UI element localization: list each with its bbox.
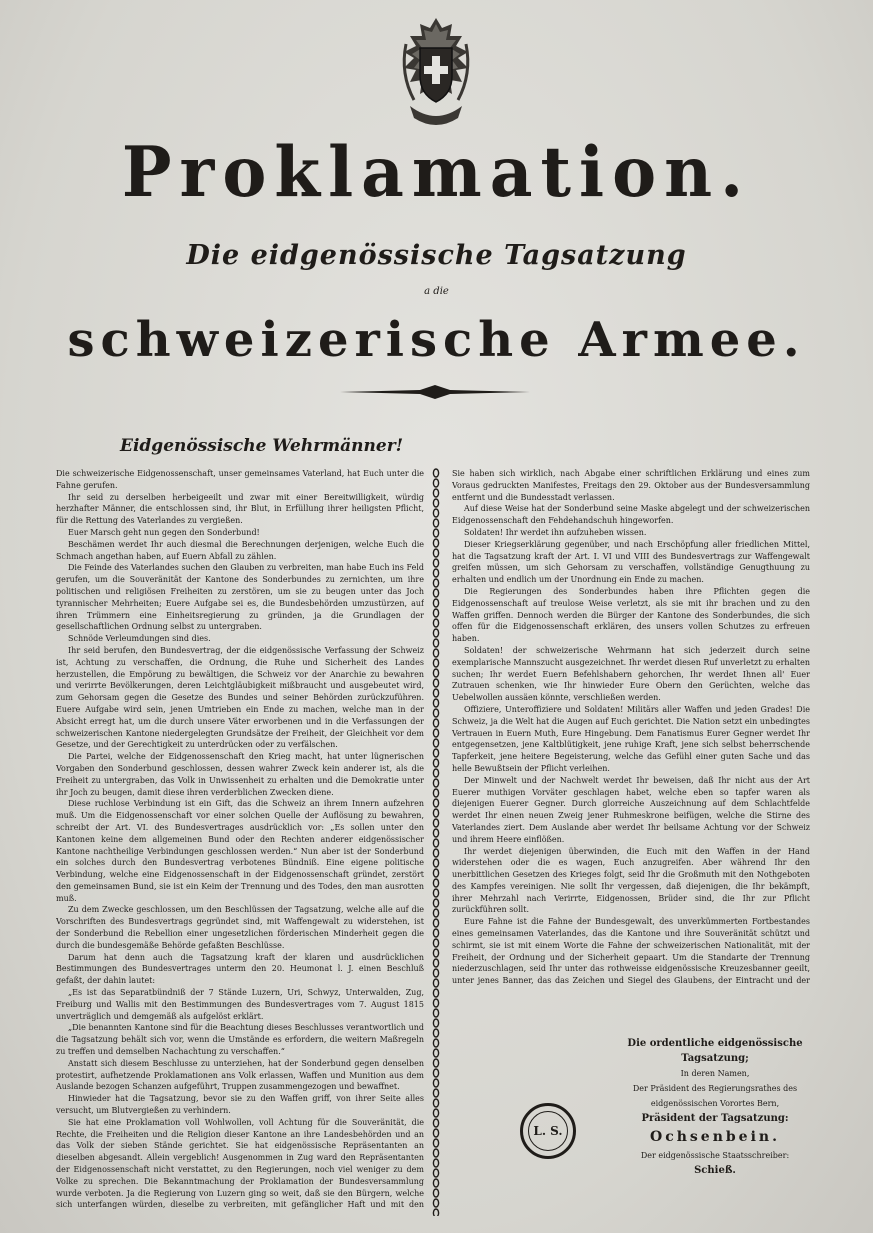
paragraph: Sie haben sich wirklich, nach Abgabe einer schriftlichen Erklärung und eines zum Voraus gedruckten Manifestes, Freitags den 29. Oktober aus der Bundesversammlung entfernt und die Bundesstadt verlassen. [452,469,810,502]
paragraph: Diese ruchlose Verbindung ist ein Gift, das die Schweiz an ihrem Innern aufzehren muß. Um die Eidgenossenschaft vor einer solchen Quelle der Auflösung zu bewahren, schreibt der Art. VI. des Bundesvertrages ausdrücklich vor: „Es sollen unter den Kantonen keine dem allgemeinen Bund oder den Rechten anderer eidgenössischer Kantone nachtheilige Verbindungen geschlossen werden.“ Nun aber ist der Sonderbund ein solches durch den Bundesvertrag verbotenes Bündniß. Eine eigene politische Verbindung, welche eine Eidgenossenschaft in der Eidgenossenschaft gründet, zerstört den gemeinsamen Bund, sie ist ein Keim der Trennung und des Todes, den man ausrotten muß. [56,799,424,903]
paragraph: Ihr werdet diejenigen überwinden, die Euch mit den Waffen in der Hand widerstehen oder die es wagen, Euch anzugreifen. Aber während Ihr den unerbittlichen Gesetzen des Krieges folgt, seid Ihr die Großmuth mit den Nothgeboten des Kampfes vereinigen. Nie sollt Ihr vergessen, daß diejenigen, die Ihr bekämpft, ihrer Mehrzahl nach Verirrte, Eidgenossen, Brüder sind, die Ihr zur Pflicht zurückführen sollt. [452,846,810,915]
signature-line: eidgenössischen Vorortes Bern, [650,1099,780,1108]
signature-line: Die ordentliche eidgenössische Tagsatzung; [627,1038,803,1064]
president-name: Ochsenbein. [650,1129,780,1145]
paragraph: Zu dem Zwecke geschlossen, um den Beschlüssen der Tagsatzung, welche alle auf die Vorschriften des Bundesvertrags gegründet sind, mit Waffengewalt zu widerstehen, ist der Sonderbund die Rebellion einer ungesetzlichen förderischen Minderheit gegen die durch die bundesgemäße Behörde gefaßten Beschlüsse. [56,905,424,950]
signature-line: Präsident der Tagsatzung: [641,1113,789,1124]
paragraph: Schnöde Verleumdungen sind dies. [68,634,211,644]
paragraph: Anstatt sich diesem Beschlusse zu unterziehen, hat der Sonderbund gegen denselben protestirt, aufhetzende Proklamationen ans Volk erlassen, Waffen und Munition aus dem Auslande bezogen Schanzen aufgeführt, Truppen zusammengezogen und bewaffnet. [56,1058,424,1092]
official-seal [520,1103,576,1159]
paragraph: Die Partei, welche der Eidgenossenschaft den Krieg macht, hat unter lügnerischen Vorgaben den Sonderbund geschlossen, dessen wahrer Zweck kein anderer ist, als die Freiheit zu untergraben, das Volk in Unwissenheit zu erhalten und die Demokratie unter ihr Joch zu beugen, damit diese ihren verderblichen Zwecken diene. [56,752,424,797]
paragraph: Euer Marsch geht nun gegen den Sonderbund! [68,527,260,537]
addressee-heading: schweizerische Armee. [67,312,806,368]
issuer-subtitle: Die eidgenössische Tagsatzung [186,240,687,271]
paragraph: Der Minwelt und der Nachwelt werdet Ihr beweisen, daß Ihr nicht aus der Art Euerer muthigen Vorväter geschlagen habet, welche eben so tapfer waren als diejenigen Euerer Gegner. Durch glorreiche Auszeichnung auf dem Schlachtfelde werdet Ihr einen neuen Zweig jener Ruhmeskrone beifügen, welche die Stirne des Vaterlandes ziert. Dem Auslande aber werdet Ihr beilsame Achtung vor der Schweiz und ihrem Heere einflößen. [452,775,810,844]
paragraph: Eure Fahne ist die Fahne der Bundesgewalt, des unverkümmerten Fortbestandes eines gemeinsamen Vaterlandes, das die Kantone und ihre Souveränität schützt und schirmt, sie ist mit einem Worte die Fahne der schweizerischen Nationalität, mit der Freiheit, der Ordnung und der Sicherheit gepaart. Um die Standarte der Trennung niederzuschlagen, seid Ihr unter das rothweisse eidgenössische Kreuzesbanner geeilt, unter jenes Banner, das das Zeichen und Siegel des Glaubens, der Eintracht und der [452,917,810,986]
column-divider-icon [429,468,443,1216]
seal-text: L. S. [528,1111,568,1151]
swiss-coat-of-arms-icon [396,14,476,126]
paragraph: Beschämen werdet Ihr auch diesmal die Berechnungen derjenigen, welche Euch die Schmach angethan haben, auf Euern Abfall zu zählen. [56,539,424,561]
paragraph: Auf diese Weise hat der Sonderbund seine Maske abgelegt und der schweizerischen Eidgenossenschaft den Fehdehandschuh hingeworfen. [452,504,810,526]
paragraph: Die Feinde des Vaterlandes suchen den Glauben zu verbreiten, man habe Euch ins Feld gerufen, um die Souveränität der Kantone des Sonderbundes zu zernichten, um ihre politischen und religiösen Freiheiten zu zerstören, um sie zu beugen unter das Joch tyrannischer Mehrheiten; Euere Aufgabe sei es, die Bundesbehörden umzustürzen, auf ihren Trümmern eine Einheitsregierung zu gründen, ja die Grundlagen der gesellschaftlichen Ordnung selbst zu untergraben. [56,563,424,632]
connector-text: a die [424,286,449,297]
signature-block [600,1036,830,1178]
secretary-name: Schieß. [694,1165,736,1176]
paragraph: Ihr seid berufen, den Bundesvertrag, der die eidgenössische Verfassung der Schweiz ist, Achtung zu verschaffen, die Ordnung, die Ruhe und Sicherheit des Landes herzustellen, die Empörung zu bewältigen, die Schweiz vor der Anarchie zu bewahren und verirrte Bevölkerungen, deren Leichtgläubigkeit mißbraucht und ausgebeutet wird, zum Gehorsam gegen die Gesetze des Bundes und seiner Behörden zurückzuführen. Euere Aufgabe wird sein, jenen Umtrieben ein Ende zu machen, welche man in der Absicht erregt hat, um die durch unsere Väter erworbenen und in die Verfassungen der schweizerischen Kantone niedergelegten Grundsätze der Freiheit, der Gleichheit vor dem Gesetze, und der Gerechtigkeit zu unterdrücken oder zu verfälschen. [56,645,424,750]
paragraph: Die schweizerische Eidgenossenschaft, unser gemeinsames Vaterland, hat Euch unter die Fahne gerufen. [56,469,424,490]
paragraph: Ihr seid zu derselben herbeigeeilt und zwar mit einer Bereitwilligkeit, würdig herzhafter Männer, die entschlossen sind, ihr Blut, in Erfüllung ihrer heiligsten Pflicht, für die Rettung des Vaterlandes zu vergießen. [56,492,424,526]
proclamation-title: Proklamation. [121,131,752,213]
signature-line: In deren Namen, [680,1069,750,1078]
paragraph: Die Regierungen des Sonderbundes haben ihre Pflichten gegen die Eidgenossenschaft auf treulose Weise verletzt, als sie mit ihr brachen und zu den Waffen griffen. Dennoch werden die Bürger der Kantone des Sonderbundes, die sich offen für die Eidgenossenschaft erklären, des unsers vollen Schutzes zu erfreuen haben. [452,586,810,644]
paragraph: „Die benannten Kantone sind für die Beachtung dieses Beschlusses verantwortlich und die Tagsatzung behält sich vor, wenn die Umstände es erfordern, die weitern Maßregeln zu treffen und demselben Nachachtung zu verschaffen.“ [56,1023,424,1057]
paragraph: Offiziere, Unteroffiziere und Soldaten! Militärs aller Waffen und jeden Grades! Die Schweiz, ja die Welt hat die Augen auf Euch gerichtet. Die Nation setzt ein unbedingtes Vertrauen in Euern Muth, Eure Hingebung. Dem Fanatismus Eurer Gegner werdet Ihr entgegensetzen, jene Kaltblütigkeit, jene ruhige Kraft, jene sich selbst beherrschende Tapferkeit, jene heitere Begeisterung, welche das Gefühl einer guten Sache und das helle Bewußtsein der Pflicht verleihen. [452,704,810,773]
decorative-divider-icon [340,385,530,399]
signature-line: Der Präsident des Regierungsrathes des [632,1084,798,1093]
paragraph: Dieser Kriegserklärung gegenüber, und nach Erschöpfung aller friedlichen Mittel, hat die Tagsatzung kraft der Art. I. VI und VIII des Bundesvertrags zur Waffengewalt greifen müssen, um sich Gehorsam zu verschaffen, vollständige Genugthuung zu erhalten und endlich um der Unordnung ein Ende zu machen. [452,539,810,585]
signature-line: Der eidgenössische Staatsschreiber: [640,1151,790,1160]
paragraph: Hinwieder hat die Tagsatzung, bevor sie zu den Waffen griff, von ihrer Seite alles versucht, um Blutvergießen zu verhindern. [56,1094,424,1116]
paragraph: Darum hat denn auch die Tagsatzung kraft der klaren und ausdrücklichen Bestimmungen des Bundesvertrages unterm den 20. Heumonat l. J. einen Beschluß gefaßt, der dahin lautet: [56,952,424,986]
right-text-column [452,468,810,986]
salutation-heading: Eidgenössische Wehrmänner! [120,436,404,456]
paragraph: „Es ist das Separatbündniß der 7 Stände Luzern, Uri, Schwyz, Unterwalden, Zug, Freiburg und Wallis mit den Bestimmungen des Bundesvertrages vom 7. August 1815 unverträglich und demgemäß als aufgelöst erklärt. [56,988,424,1021]
left-text-column [56,468,424,1212]
paragraph: Soldaten! Ihr werdet ihn aufzuheben wissen. [464,527,647,537]
paragraph: Soldaten! der schweizerische Wehrmann hat sich jederzeit durch seine exemplarische Mannszucht ausgezeichnet. Ihr werdet diesen Ruf unverletzt zu erhalten suchen; Ihr werdet Euern Befehlshabern gehorchen, Ihr werdet Ihnen all' Euer Zutrauen schenken, wie Ihr hinwieder Eure Obern den Gerüchten, welche das Uebelwollen aussäen könnte, verschließen werden. [452,645,810,703]
paragraph: Sie hat eine Proklamation voll Wohlwollen, voll Achtung für die Souveränität, die Rechte, die Freiheiten und die Religion dieser Kantone an ihre Landesbehörden und an das Volk der sieben Stände gerichtet. Sie hat eidgenössische Repräsentanten an dieselben abgesandt. Allein vergeblich! Ausgenommen in Zug ward den Repräsentanten der Eidgenossenschaft nicht verstattet, zu den Regierungen, noch viel weniger zu dem Volke zu sprechen. Die Bekanntmachung der Proklamation der Bundesversammlung wurde verboten. Ja die Regierung von Luzern ging so weit, daß sie den Bürgern, welche sich unterfangen würden, dieselbe zu verbreiten, mit gefänglicher Haft und mit den [56,1117,424,1210]
